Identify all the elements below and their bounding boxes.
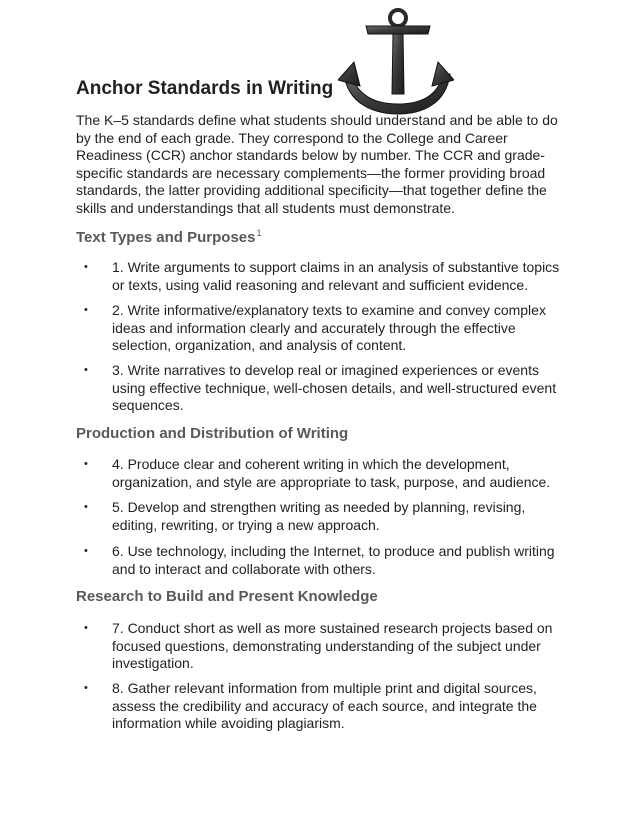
section-heading-text-types: [76, 228, 262, 246]
list-item-text: 1. Write arguments to support claims in an analysis of substantive topics or texts, using valid reasoning and relevant and sufficient evidence.: [112, 259, 560, 293]
list-item: [84, 362, 566, 415]
list-item-text: 5. Develop and strengthen writing as needed by planning, revising, editing, rewriting, or trying a new approach.: [112, 499, 526, 533]
list-item: [84, 680, 566, 733]
list-item-text: 2. Write informative/explanatory texts to examine and convey complex ideas and information clearly and accurately through the effective selection, organization, and analysis of content.: [112, 302, 546, 354]
list-item: [84, 543, 566, 578]
list-item: [84, 259, 566, 294]
list-item-text: 4. Produce clear and coherent writing in which the development, organization, and style are appropriate to task, purpose, and audience.: [112, 456, 551, 490]
intro-paragraph: The K–5 standards define what students should understand and be able to do by the end of each grade. They correspond to the College and Career Readiness (CCR) anchor standards below by number. The CCR and grade-specific standards are necessary complements—the former providing broad standards, the latter providing additional specificity—that together define the skills and understandings that all students must demonstrate.: [76, 112, 558, 216]
section-heading-label: Text Types and Purposes: [76, 229, 256, 246]
section-heading-research: Research to Build and Present Knowledge: [76, 588, 378, 605]
bullet: •: [84, 458, 88, 470]
page-title: Anchor Standards in Writing: [76, 78, 334, 99]
list-item-text: 6. Use technology, including the Internet, to produce and publish writing and to interact and collaborate with others.: [112, 543, 555, 577]
bullet: •: [84, 545, 88, 557]
bullet: •: [84, 364, 88, 376]
anchor-icon: [338, 6, 454, 118]
list-item: [84, 456, 566, 491]
list-item: [84, 499, 566, 534]
list-item: [84, 302, 566, 355]
bullet: •: [84, 304, 88, 316]
bullet: •: [84, 261, 88, 273]
bullet: •: [84, 501, 88, 513]
list-item-text: 7. Conduct short as well as more sustained research projects based on focused questions, demonstrating understanding of the subject under investigation.: [112, 620, 553, 672]
list-item-text: 8. Gather relevant information from multiple print and digital sources, assess the credibility and accuracy of each source, and integrate the information while avoiding plagiarism.: [112, 680, 537, 732]
footnote-marker: 1: [256, 228, 262, 238]
list-item: [84, 620, 566, 673]
section-heading-production: Production and Distribution of Writing: [76, 425, 349, 442]
bullet: •: [84, 682, 88, 694]
list-item-text: 3. Write narratives to develop real or imagined experiences or events using effective technique, well-chosen details, and well-structured event sequences.: [112, 362, 557, 414]
bullet: •: [84, 622, 88, 634]
